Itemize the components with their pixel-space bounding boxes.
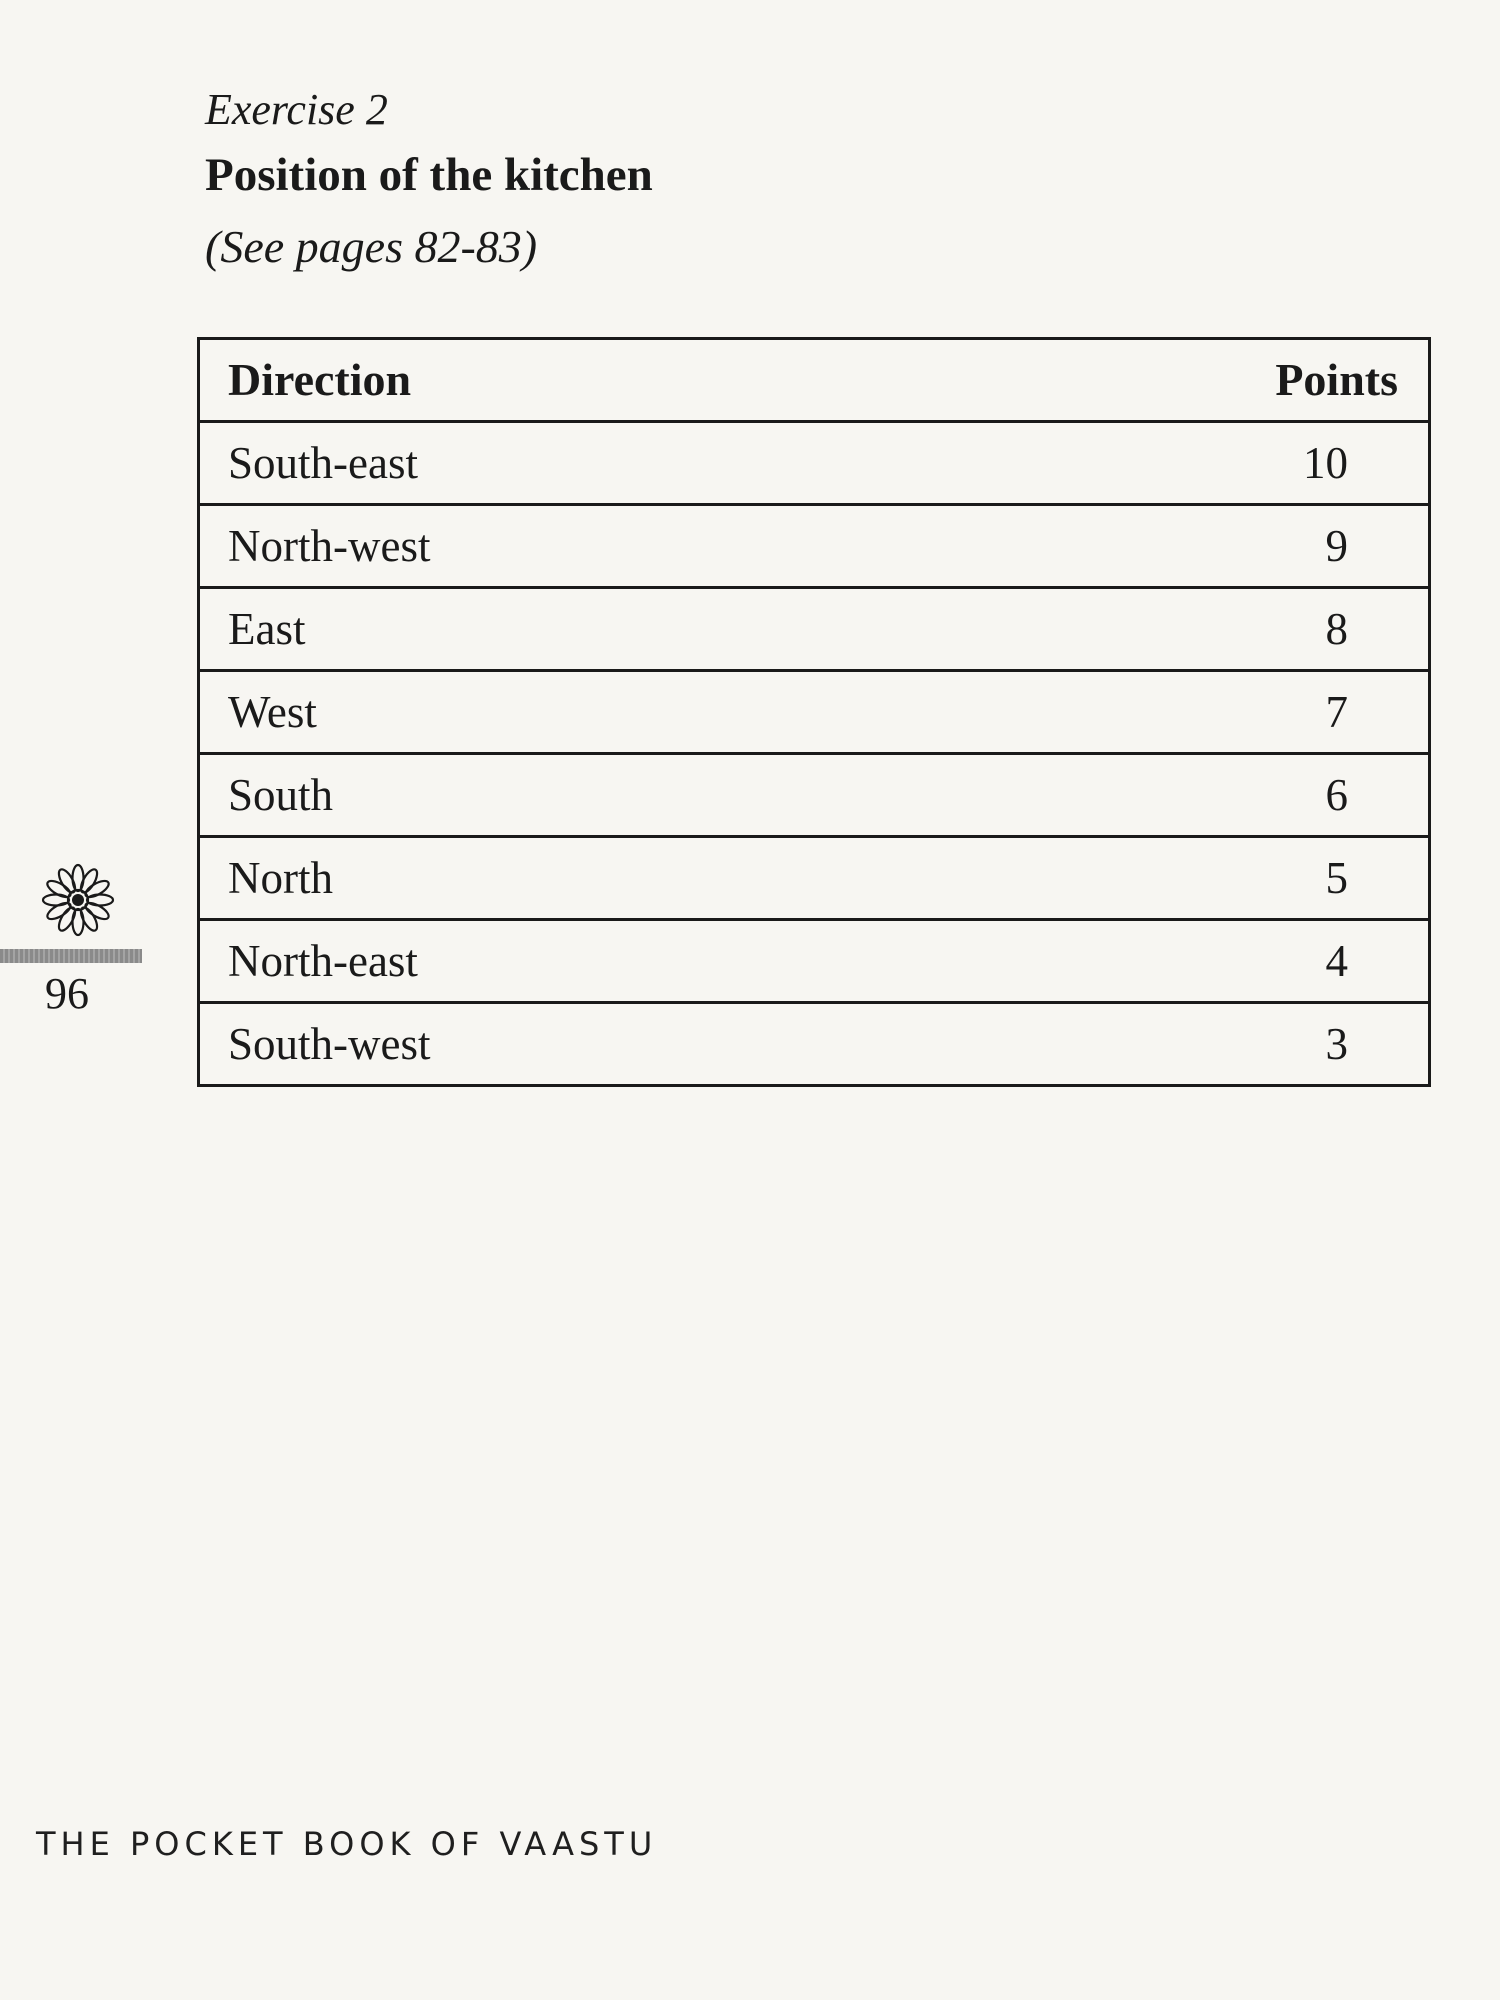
table-row <box>199 505 1430 588</box>
direction-cell: North-west <box>199 505 925 588</box>
table-row <box>199 1003 1430 1086</box>
direction-cell: West <box>199 671 925 754</box>
running-footer: THE POCKET BOOK OF VAASTU <box>36 1825 658 1863</box>
points-cell: 7 <box>925 671 1430 754</box>
exercise-label: Exercise 2 <box>205 85 388 134</box>
points-cell: 3 <box>925 1003 1430 1086</box>
direction-cell: South-west <box>199 1003 925 1086</box>
table-row <box>199 671 1430 754</box>
direction-cell: South <box>199 754 925 837</box>
table-row <box>199 422 1430 505</box>
page-number: 96 <box>45 969 89 1018</box>
direction-cell: East <box>199 588 925 671</box>
section-heading: Position of the kitchen <box>205 149 653 201</box>
points-cell: 4 <box>925 920 1430 1003</box>
points-cell: 5 <box>925 837 1430 920</box>
direction-cell: South-east <box>199 422 925 505</box>
direction-header: Direction <box>199 339 925 422</box>
table-row <box>199 754 1430 837</box>
table-row <box>199 920 1430 1003</box>
points-table <box>197 337 1431 1087</box>
points-cell: 6 <box>925 754 1430 837</box>
points-header: Points <box>925 339 1430 422</box>
direction-cell: North <box>199 837 925 920</box>
flower-icon <box>33 862 123 938</box>
table-row <box>199 588 1430 671</box>
table-header-row <box>199 339 1430 422</box>
direction-cell: North-east <box>199 920 925 1003</box>
points-cell: 8 <box>925 588 1430 671</box>
points-cell: 9 <box>925 505 1430 588</box>
table-row <box>199 837 1430 920</box>
page-reference: (See pages 82-83) <box>205 221 538 272</box>
margin-bar <box>0 949 142 963</box>
points-cell: 10 <box>925 422 1430 505</box>
